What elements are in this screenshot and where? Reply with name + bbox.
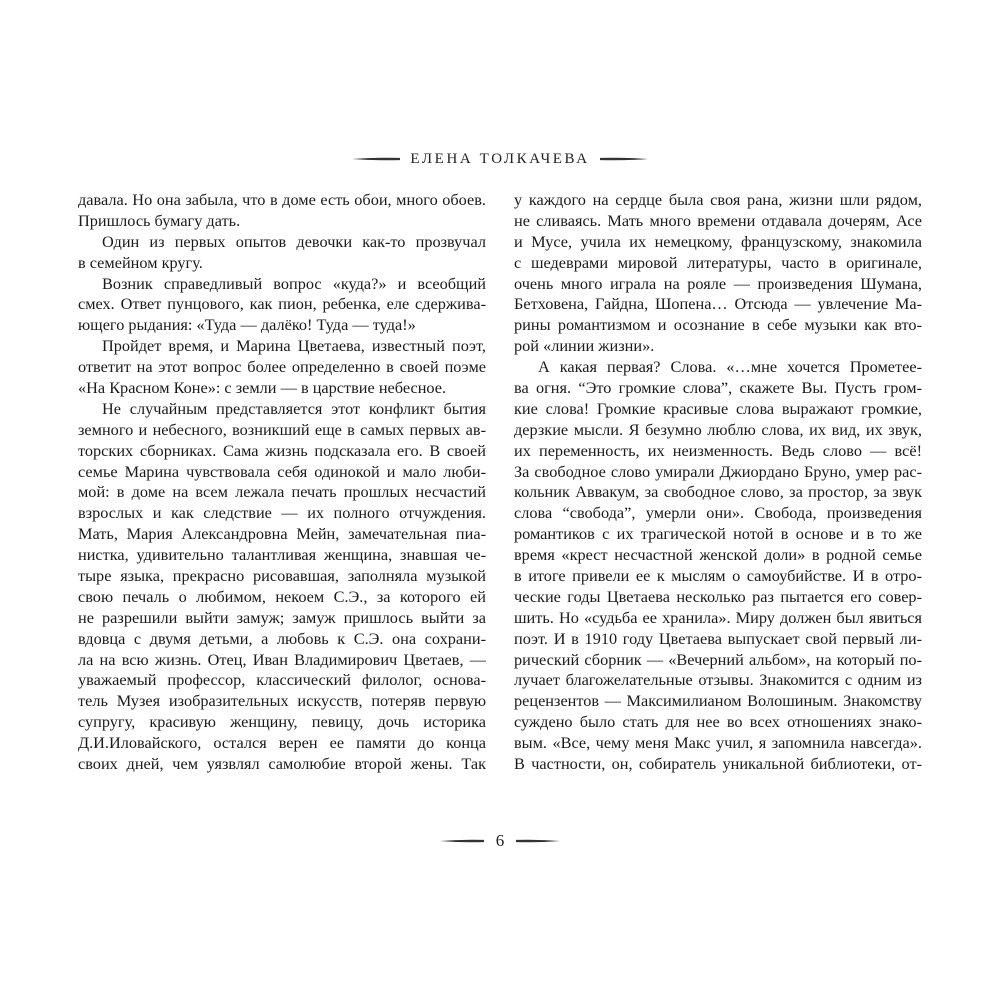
text-line: дерзкие мысли. Я безумно люблю слова, их вид, их звук, bbox=[514, 419, 922, 439]
text-line: семье Марина чувствовала себя одинокой и мало люби- bbox=[78, 461, 486, 481]
text-line: Возник справедливый вопрос «куда?» и всеобщий bbox=[102, 273, 486, 293]
text-line: ческие годы Цветаева несколько раз пытается его совер- bbox=[514, 586, 922, 606]
footer-left-ornament-icon bbox=[440, 838, 484, 844]
text-line: Пришлось бумагу дать. bbox=[78, 210, 241, 230]
text-line: давала. Но она забыла, что в доме есть обои, много обоев. bbox=[78, 190, 486, 209]
text-line: суждено было стать для нее во всех отношениях знако- bbox=[514, 712, 922, 732]
text-line: их переменность, их неизменность. Ведь слово — всё! bbox=[514, 440, 922, 460]
text-line: В частности, он, собиратель уникальной библиотеки, от- bbox=[514, 754, 922, 774]
text-line: шить. Но «судьба ее хранила». Миру должен был явиться bbox=[514, 607, 922, 627]
text-line: в итоге привели ее к мыслям о самоубийстве. И в отро- bbox=[514, 566, 922, 586]
text-line: своих дней, чем уязвлял самолюбие второй жены. Так bbox=[78, 754, 486, 774]
text-line: ва огня. “Это громкие слова”, скажете Вы. Пусть гром- bbox=[514, 378, 922, 398]
text-line: Бетховена, Гайдна, Шопена… Отсюда — увлечение Ма- bbox=[514, 294, 922, 314]
text-line: торских сборниках. Сама жизнь подсказала его. В своей bbox=[78, 440, 486, 460]
left-text-column bbox=[78, 190, 486, 775]
text-line: земного и небесного, возникший еще в самых первых ав- bbox=[78, 419, 486, 439]
text-line: тель Музея изобразительных искусств, потеряв первую bbox=[78, 691, 486, 711]
right-text-column bbox=[514, 190, 922, 775]
text-line: рический сборник — «Вечерний альбом», на который по- bbox=[514, 649, 922, 669]
text-line: поэт. И в 1910 году Цветаева выпускает свой первый ли- bbox=[514, 628, 922, 648]
page-number: 6 bbox=[495, 831, 505, 850]
text-line: и Мусе, учила их немецкому, французскому, знакомила bbox=[514, 231, 922, 251]
text-line: у каждого на сердце была своя рана, жизни шли рядом, bbox=[514, 190, 922, 209]
text-line: рины романтизмом и осознание в себе музыки как вто- bbox=[514, 315, 922, 335]
right-ornament-icon bbox=[600, 156, 648, 162]
text-line: вым. «Все, чему меня Макс учил, я запомнила навсегда». bbox=[514, 733, 922, 753]
text-line: уважаемый профессор, классический филолог, основа- bbox=[78, 670, 486, 690]
text-line: с шедеврами мировой литературы, часто в оригинале, bbox=[514, 252, 922, 272]
text-line: ющего рыдания: «Туда — далёко! Туда — туда!» bbox=[78, 315, 416, 335]
text-line: рецензентов — Максимилианом Волошиным. Знакомству bbox=[514, 691, 922, 711]
text-line: не разрешили выйти замуж; замуж пришлось выйти за bbox=[78, 607, 486, 627]
text-line: лучает благожелательные отзывы. Знакомится с одним из bbox=[514, 670, 922, 690]
text-line: время «крест несчастной женской доли» в родной семье bbox=[514, 545, 922, 565]
text-line: кие слова! Громкие красивые слова выражают громкие, bbox=[514, 398, 922, 418]
text-line: взрослых и как следствие — их полного отчуждения. bbox=[78, 503, 486, 523]
left-ornament-icon bbox=[352, 156, 400, 162]
text-line: Д.И.Иловайского, остался верен ее памяти до конца bbox=[78, 733, 486, 753]
text-line: кольник Аввакум, за свободное слово, за простор, за звук bbox=[514, 482, 922, 502]
text-line: нистка, удивительно талантливая женщина, знавшая че- bbox=[78, 545, 486, 565]
page-footer bbox=[0, 830, 1000, 852]
text-line: ла на всю жизнь. Отец, Иван Владимирович Цветаев, — bbox=[78, 649, 486, 669]
text-line: не сливаясь. Мать много времени отдавала дочерям, Асе bbox=[514, 210, 922, 230]
text-line: свою печаль о любимом, некоем С.Э., за которого ей bbox=[78, 586, 486, 606]
text-line: слова “свобода”, умерли они». Свобода, произведения bbox=[514, 503, 922, 523]
text-line: смех. Ответ пунцового, как пион, ребенка, еле сдержива- bbox=[78, 294, 486, 314]
text-line: мой: в доме на всем лежала печать прошлых несчастий bbox=[78, 482, 486, 502]
text-line: За свободное слово умирали Джиордано Бруно, умер рас- bbox=[514, 461, 922, 481]
text-line: Не случайным представляется этот конфликт бытия bbox=[102, 398, 486, 418]
text-line: А какая первая? Слова. «…мне хочется Прометее- bbox=[538, 357, 922, 377]
author-name: ЕЛЕНА ТОЛКАЧЕВА bbox=[410, 150, 590, 167]
text-line: в семейном кругу. bbox=[78, 252, 203, 272]
text-line: Один из первых опытов девочки как-то прозвучал bbox=[102, 231, 486, 251]
text-line: «На Красном Коне»: с земли — в царствие небесное. bbox=[78, 378, 447, 398]
text-line: супругу, красивую женщину, певицу, дочь историка bbox=[78, 712, 486, 732]
text-line: романтиков с их трагической нотой в основе и в то же bbox=[514, 524, 922, 544]
running-header bbox=[0, 148, 1000, 170]
text-line: Пройдет время, и Марина Цветаева, известный поэт, bbox=[102, 336, 486, 356]
text-line: вдовца с двумя детьми, а любовь к С.Э. она сохрани- bbox=[78, 628, 486, 648]
footer-right-ornament-icon bbox=[516, 838, 560, 844]
text-line: рой «линии жизни». bbox=[514, 336, 655, 356]
text-line: очень много играла на рояле — произведения Шумана, bbox=[514, 273, 922, 293]
text-line: Мать, Мария Александровна Мейн, замечательная пиа- bbox=[78, 524, 486, 544]
text-line: ответит на этот вопрос более определенно в своей поэме bbox=[78, 357, 486, 377]
text-line: тыре языка, прекрасно рисовавшая, заполняла музыкой bbox=[78, 566, 486, 586]
